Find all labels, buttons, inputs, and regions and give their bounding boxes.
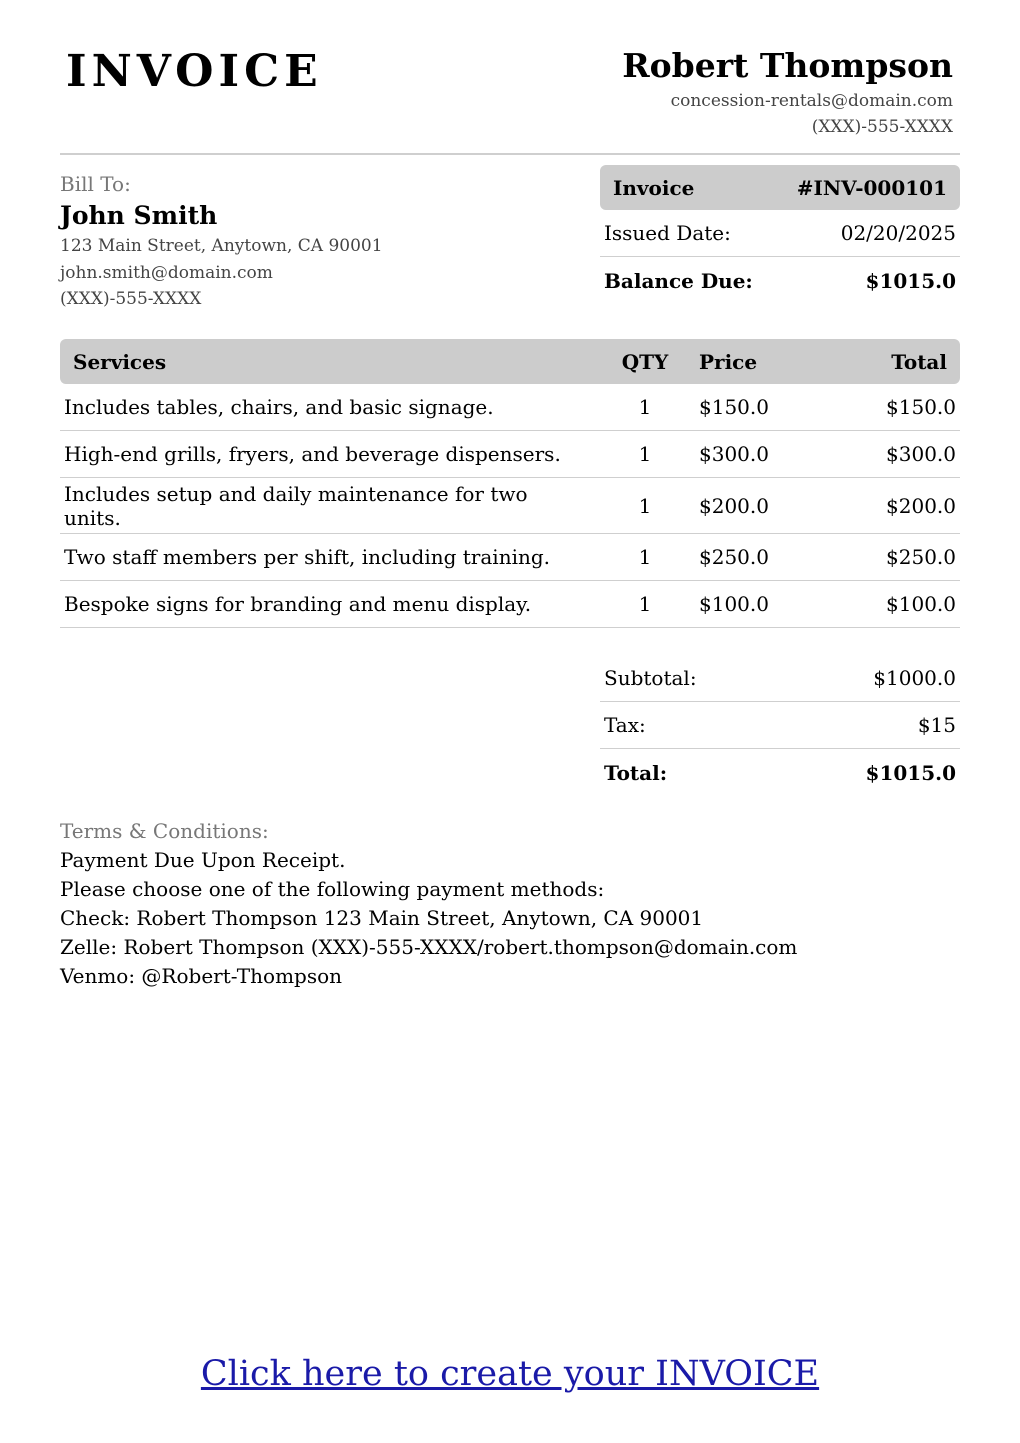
terms-label: Terms & Conditions: (60, 819, 269, 843)
balance-due-label: Balance Due: (604, 268, 753, 293)
table-header-row (60, 339, 960, 384)
header-price: Price (695, 339, 820, 384)
issued-date-row (600, 210, 960, 257)
client-phone: (XXX)-555-XXXX (60, 289, 202, 309)
terms-line: Venmo: @Robert-Thompson (60, 964, 343, 988)
table-row (60, 384, 960, 431)
terms-line: Check: Robert Thompson 123 Main Street, Anytown, CA 90001 (60, 906, 704, 930)
subtotal-label: Subtotal: (604, 666, 697, 690)
service-price: $150.0 (695, 384, 820, 431)
service-total: $200.0 (820, 478, 960, 534)
invoice-meta-box (600, 165, 960, 304)
service-qty: 1 (595, 581, 695, 628)
total-value: $1015.0 (865, 760, 956, 785)
bill-to-label: Bill To: (60, 172, 131, 196)
create-invoice-cta (0, 1352, 1020, 1396)
header-qty: QTY (595, 339, 695, 384)
total-row (600, 749, 960, 796)
seller-email: concession-rentals@domain.com (670, 91, 953, 111)
service-description: Includes setup and daily maintenance for two units. (60, 478, 595, 534)
totals-box (600, 655, 960, 796)
terms-body (60, 846, 797, 991)
service-total: $150.0 (820, 384, 960, 431)
service-description: Bespoke signs for branding and menu display. (60, 581, 595, 628)
invoice-number-header (600, 165, 960, 210)
service-description: Two staff members per shift, including training. (60, 534, 595, 581)
total-label: Total: (604, 760, 668, 785)
service-total: $300.0 (820, 431, 960, 478)
create-invoice-link[interactable]: Click here to create your INVOICE (200, 1354, 820, 1394)
terms-line: Payment Due Upon Receipt. (60, 848, 346, 872)
header-divider (60, 153, 960, 155)
tax-row (600, 702, 960, 749)
issued-date-label: Issued Date: (604, 221, 731, 245)
service-qty: 1 (595, 431, 695, 478)
header-total: Total (820, 339, 960, 384)
service-qty: 1 (595, 534, 695, 581)
issued-date-value: 02/20/2025 (840, 221, 956, 245)
table-row (60, 581, 960, 628)
service-description: High-end grills, fryers, and beverage dispensers. (60, 431, 595, 478)
service-description: Includes tables, chairs, and basic signage. (60, 384, 595, 431)
table-row (60, 534, 960, 581)
client-email: john.smith@domain.com (60, 263, 273, 283)
terms-line: Zelle: Robert Thompson (XXX)-555-XXXX/robert.thompson@domain.com (60, 935, 798, 959)
subtotal-value: $1000.0 (873, 666, 956, 690)
tax-label: Tax: (604, 713, 646, 737)
tax-value: $15 (917, 713, 956, 737)
invoice-number: #INV-000101 (796, 175, 947, 200)
invoice-label: Invoice (613, 175, 695, 200)
seller-phone: (XXX)-555-XXXX (811, 117, 953, 137)
service-qty: 1 (595, 384, 695, 431)
service-price: $250.0 (695, 534, 820, 581)
service-price: $100.0 (695, 581, 820, 628)
client-address: 123 Main Street, Anytown, CA 90001 (60, 236, 383, 256)
terms-line: Please choose one of the following payment methods: (60, 877, 605, 901)
subtotal-row (600, 655, 960, 702)
seller-name: Robert Thompson (622, 46, 953, 85)
invoice-title: INVOICE (66, 46, 323, 97)
services-table (60, 339, 960, 628)
service-total: $250.0 (820, 534, 960, 581)
balance-due-row (600, 257, 960, 304)
service-price: $200.0 (695, 478, 820, 534)
table-row (60, 431, 960, 478)
service-total: $100.0 (820, 581, 960, 628)
header-services: Services (60, 339, 595, 384)
service-price: $300.0 (695, 431, 820, 478)
table-row (60, 478, 960, 534)
balance-due-value: $1015.0 (865, 268, 956, 293)
service-qty: 1 (595, 478, 695, 534)
client-name: John Smith (60, 201, 218, 230)
